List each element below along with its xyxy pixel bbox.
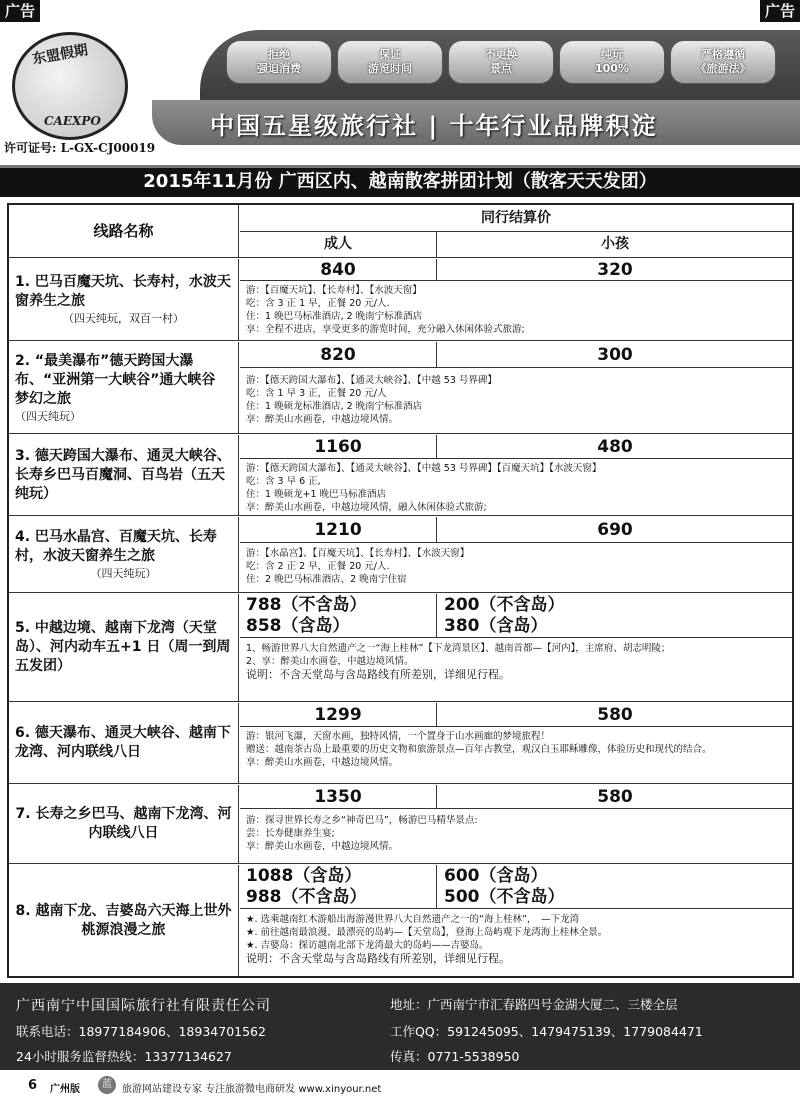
table-row: [9, 517, 792, 593]
table-head-row: [9, 205, 792, 258]
magazine-edition: 广州版: [50, 1084, 80, 1095]
publisher-logo-icon: 蓝: [98, 1076, 116, 1094]
page-title: 2015年11月份 广西区内、越南散客拼团计划（散客天天发团）: [143, 171, 657, 192]
table-row: [9, 259, 792, 341]
ad-label-right: 广告: [760, 0, 800, 22]
publisher-slogan: 旅游网站建设专家 专注旅游微电商研发 www.xinyour.net: [122, 1084, 382, 1095]
route-name: 6. 德天瀑布、通灵大峡谷、越南下龙湾、河内联线八日: [15, 725, 231, 760]
route-description: 1、畅游世界八大自然遗产之一“海上桂林”【下龙湾景区】、越南首都—【河内】，主席府、胡志明陵； 2、享：醉美山水画卷，中越边境风情。 说明：不含天堂岛与含岛路线有所差别，详细见行程。: [246, 643, 671, 681]
logo-bottom-text: CAEXPO: [44, 114, 101, 128]
child-price: 690: [597, 519, 633, 540]
route-description: 游：【德天跨国大瀑布】、【通灵大峡谷】、【中越 53 号界碑】【百魔天坑】【水波天窗】 吃：含 3 早 6 正, 住：1 晚硕龙+1 晚巴马标准酒店 享：醉美山水画卷，中越边境风情，融入休闲体验式旅游;: [246, 463, 602, 513]
header-slogan: 中国五星级旅行社 | 十年行业品牌积淀: [210, 112, 658, 140]
child-price: 600（含岛） 500（不含岛）: [444, 865, 565, 907]
header-banner: [0, 22, 800, 165]
badge-tourism-law: 严格遵循 《旅游法》: [670, 40, 776, 84]
work-qq: 工作QQ：591245095、1479475139、1779084471: [390, 1024, 703, 1039]
contact-phone: 联系电话：18977184906、18934701562: [16, 1024, 266, 1039]
route-price-table: [7, 203, 794, 978]
title-bar: [0, 165, 800, 197]
child-price: 200（不含岛） 380（含岛）: [444, 594, 565, 636]
route-description: 游：【百魔天坑】、【长寿村】、【水波天窗】 吃：含 3 正 1 早，正餐 20 元/人. 住：1 晚巴马标准酒店, 2 晚南宁标准酒店 享：全程不进店，享受更多的游览时间，充分融入休闲体验式旅游;: [246, 285, 525, 335]
route-description: 游：银河飞瀑，天窗水画，独特风情，一个置身于山水画廊的梦境旅程！ 赠送：越南茶古岛上最重要的历史文物和旅游景点—百年古教堂，观汉白玉耶稣雕像，体验历史和现代的结合。 享：醉美山水画卷，中越边境风情。: [246, 731, 712, 768]
adult-price: 1350: [240, 785, 437, 808]
price-group-header: 同行结算价: [240, 205, 792, 232]
bottom-strip: [0, 1072, 800, 1100]
table-row: [9, 703, 792, 784]
service-hotline: 24小时服务监督热线：13377134627: [16, 1049, 232, 1064]
company-name: 广西南宁中国国际旅行社有限责任公司: [16, 998, 271, 1014]
child-price: 480: [597, 436, 633, 457]
child-price: 320: [597, 259, 633, 280]
route-description: 游：【德天跨国大瀑布】、【通灵大峡谷】、【中越 53 号界碑】 吃：含 1 早 3 正，正餐 20 元/人 住：1 晚硕龙标准酒店, 2 晚南宁标准酒店 享：醉美山水画卷，中越边境风情。: [246, 375, 497, 425]
table-row: [9, 785, 792, 864]
route-name: 4. 巴马水晶宫、百魔天坑、长寿村，水波天窗养生之旅: [15, 529, 217, 564]
adult-header: 成人: [240, 232, 437, 257]
route-description: 游：【水晶宫】、【百魔天坑】、【长寿村】、【水波天窗】 吃：含 2 正 2 早，正餐 20 元/人. 住：2 晚巴马标准酒店、2 晚南宁住宿: [246, 548, 470, 585]
adult-price: 820: [240, 342, 437, 367]
table-row: [9, 594, 792, 702]
route-name-header: 线路名称: [9, 205, 239, 257]
table-row: [9, 435, 792, 516]
route-description: 游：探寻世界长寿之乡“神奇巴马”，畅游巴马精华景点: 尝：长寿健康养生宴; 享：醉美山水画卷，中越边境风情。: [246, 815, 478, 852]
company-address: 地址：广西南宁市汇春路四号金湖大厦二、三楼全层: [390, 997, 678, 1012]
badge-no-spot-change: 不更换 景点: [448, 40, 554, 84]
table-row: [9, 865, 792, 976]
route-note: （四天纯玩，双百一村）: [63, 312, 184, 325]
page-number: 6: [28, 1078, 38, 1093]
adult-price: 1210: [240, 517, 437, 542]
adult-price: 1299: [240, 703, 437, 726]
ad-label-left: 广告: [0, 0, 40, 22]
child-price: 580: [597, 704, 633, 725]
logo-top-text: 东盟假期: [31, 42, 90, 68]
company-logo: [6, 32, 136, 144]
route-note: （四天纯玩）: [90, 567, 157, 580]
adult-price: 840: [240, 259, 437, 280]
table-row: [9, 342, 792, 434]
child-price: 300: [597, 344, 633, 365]
route-name: 2. “最美瀑布”德天跨国大瀑布、“亚洲第一大峡谷”通大峡谷 梦幻之旅: [15, 352, 216, 407]
route-name: 3. 德天跨国大瀑布、通灵大峡谷、长寿乡巴马百魔洞、百鸟岩（五天纯玩）: [15, 447, 231, 502]
route-name: 7. 长寿之乡巴马、越南下龙湾、河内联线八日: [15, 806, 232, 841]
badge-pure-play: 纯玩 100%: [559, 40, 665, 84]
route-name: 5. 中越边境、越南下龙湾（天堂岛）、河内动车五+1 日（周一到周五发团）: [15, 620, 231, 674]
badge-no-forced-shopping: 拒绝 强迫消费: [226, 40, 332, 84]
badge-guaranteed-time: 保证 游览时间: [337, 40, 443, 84]
child-price: 580: [597, 786, 633, 807]
adult-price: 1088（含岛） 988（不含岛）: [240, 865, 437, 908]
fax-number: 传真：0771-5538950: [390, 1049, 520, 1064]
route-name: 1. 巴马百魔天坑、长寿村，水波天窗养生之旅: [15, 274, 231, 309]
contact-footer: [0, 983, 800, 1070]
adult-price: 788（不含岛） 858（含岛）: [240, 594, 437, 637]
child-header: 小孩: [601, 236, 629, 252]
price-header: [240, 205, 792, 257]
route-name: 8. 越南下龙、吉婆岛六天海上世外桃源浪漫之旅: [15, 902, 232, 938]
license-number: 许可证号: L-GX-CJ00019: [4, 141, 156, 155]
route-description: ★. 选乘越南红木游船出海游漫世界八大自然遗产之一的“海上桂林”， —下龙湾 ★. 前往越南最浪漫、最漂亮的岛屿—【天堂岛】，登海上岛屿观下龙湾海上桂林全景。 ★. 吉婆岛：探访越南北部下龙湾最大的岛屿——吉婆岛。 说明：不含天堂岛与含岛路线有所差别，详细见行程。: [246, 914, 608, 965]
route-note: （四天纯玩）: [15, 409, 81, 423]
adult-price: 1160: [240, 435, 437, 458]
